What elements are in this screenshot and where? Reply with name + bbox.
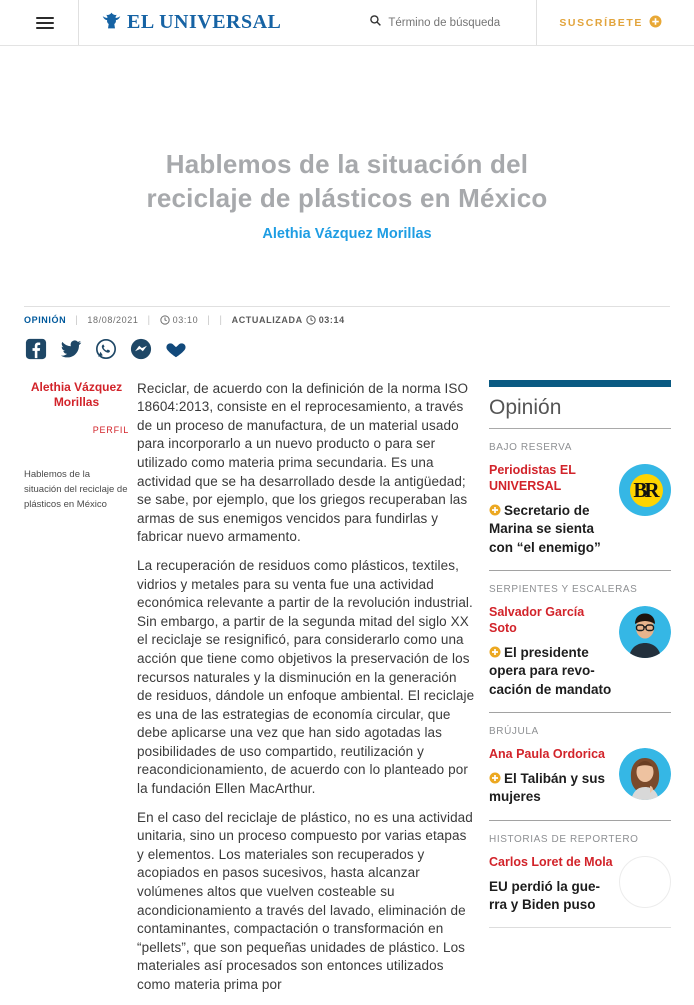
top-navigation-bar	[0, 0, 694, 46]
search-icon	[369, 14, 382, 32]
opinion-item-bajo-reserva	[489, 429, 671, 571]
header-divider	[78, 0, 79, 45]
opinion-author-link[interactable]: Ana Paula Ordorica	[489, 746, 606, 761]
opinion-category: HISTORIAS DE REPORTERO	[489, 833, 639, 845]
messenger-share-icon[interactable]	[130, 338, 152, 360]
opinion-category: SERPIENTES Y ESCALERAS	[489, 583, 638, 595]
opinion-item-brujula	[489, 713, 671, 821]
subscribe-label: SUSCRÍBETE	[559, 16, 643, 29]
opinion-author-link[interactable]: Salvador García Soto	[489, 604, 585, 635]
opinion-headline-link[interactable]: EU perdió la gue-rra y Biden puso	[489, 878, 601, 913]
brand-name: EL UNIVERSAL	[127, 11, 282, 33]
author-name-link[interactable]: Alethia Vázquez Morillas	[30, 379, 123, 410]
article-body	[137, 380, 475, 1005]
opinion-section-title[interactable]: Opinión	[489, 396, 671, 429]
meta-separator: |	[75, 314, 79, 326]
opinion-headline-link[interactable]: El presidente opera para revo-cación de mandato	[489, 645, 612, 697]
twitter-share-icon[interactable]	[60, 338, 82, 360]
brand-logo[interactable]	[101, 10, 281, 36]
meta-separator: |	[147, 314, 151, 326]
eagle-logo-icon	[101, 10, 122, 36]
meta-separator: |	[207, 314, 211, 326]
opinion-accent-bar	[489, 380, 671, 387]
article-paragraph: En el caso del reciclaje de plástico, no es una actividad unitaria, sino un proceso compuesto por varias etapas y elementos. Los materiales son recuperados y acopiados en pasos sucesivos, hasta alcanzar volúmenes altos que vuelven costeable su acondicionamiento a través del lavado, eliminación de contaminantes, compactación o transformación en “pellets”, que son pequeñas unidades de plástico. Los materiales así procesados son entonces utilizados como materia prima por	[137, 809, 473, 992]
author-sidebar	[24, 380, 129, 513]
opinion-sidebar	[489, 380, 671, 929]
columnist-avatar-ana-paula-ordorica[interactable]	[619, 748, 671, 800]
article-meta	[24, 306, 670, 360]
subscribe-button[interactable]	[537, 15, 666, 31]
facebook-share-icon[interactable]	[25, 338, 47, 360]
premium-badge-icon	[489, 645, 501, 657]
publish-date: 18/08/2021	[87, 315, 139, 326]
opinion-author-link[interactable]: Carlos Loret de Mola	[489, 854, 613, 869]
opinion-headline-link[interactable]: El Talibán y sus mujeres	[489, 771, 606, 805]
clock-icon	[160, 315, 170, 325]
premium-badge-icon	[489, 503, 501, 515]
premium-badge-icon	[489, 771, 501, 783]
article-reference-link[interactable]: Hablemos de la situación del reciclaje de plásticos en México	[24, 468, 128, 511]
opinion-item-serpientes-y-escaleras	[489, 571, 671, 713]
social-share-bar	[25, 338, 670, 360]
opinion-category: BAJO RESERVA	[489, 441, 572, 453]
whatsapp-share-icon[interactable]	[95, 338, 117, 360]
columnist-avatar-carlos-loret-de-mola[interactable]	[619, 856, 671, 908]
section-label[interactable]: OPINIÓN	[24, 315, 67, 326]
opinion-headline-link[interactable]: Secretario de Marina se sienta con “el enemigo”	[489, 503, 601, 555]
search-input[interactable]	[388, 17, 518, 29]
columnist-avatar-bajo-reserva[interactable]: BR	[619, 464, 671, 516]
menu-icon[interactable]	[36, 13, 54, 33]
article-paragraph: La recuperación de residuos como plásticos, textiles, vidrios y metales para su venta fue una actividad económica relevante a partir de la revolución industrial. Sin embargo, a partir de la segunda mitad del siglo XX el reciclaje se resignificó, para considerarlo como una acción que tiene como objetivos la preservación de los recursos naturales y la disminución en la generación de residuos, dándole un enfoque ambiental. El reciclaje es una de las estrategias de economía circular, que debe aplicarse una vez que han sido agotadas las posibilidades de uso compartido, reutilización y reacondicionamiento, de acuerdo con lo planteado por la fundación Ellen MacArthur.	[137, 557, 475, 797]
updated-label: ACTUALIZADA	[231, 315, 303, 326]
meta-separator: |	[219, 314, 223, 326]
opinion-author-link[interactable]: Periodistas EL UNIVERSAL	[489, 462, 576, 493]
article-header	[0, 148, 694, 242]
article-author-link[interactable]: Alethia Vázquez Morillas	[262, 225, 432, 242]
author-profile-link[interactable]: PERFIL	[92, 424, 129, 435]
publish-time: 03:10	[172, 315, 199, 326]
favorite-heart-icon[interactable]	[165, 338, 187, 360]
updated-time: 03:14	[318, 315, 345, 326]
clock-icon	[306, 315, 316, 325]
opinion-category: BRÚJULA	[489, 725, 539, 737]
columnist-avatar-salvador-garcia-soto[interactable]	[619, 606, 671, 658]
page-title: Hablemos de la situación del reciclaje de plásticos en México	[146, 149, 548, 213]
plus-circle-icon	[649, 15, 662, 31]
opinion-item-historias-de-reportero	[489, 821, 671, 929]
search-box[interactable]	[369, 14, 518, 32]
article-paragraph: Reciclar, de acuerdo con la definición de la norma ISO 18604:2013, consiste en el reprocesamiento, a través de un proceso de manufactura, de un material usado para incorporarlo a un nuevo producto o para ser utilizado como materia prima secundaria. Es una actividad que se ha desarrollado desde la antigüedad; se sabe, por ejemplo, que los griegos recuperaban las armas de sus enemigos vencidos para fundirlas y fabricar nuevo armamento.	[137, 380, 469, 545]
